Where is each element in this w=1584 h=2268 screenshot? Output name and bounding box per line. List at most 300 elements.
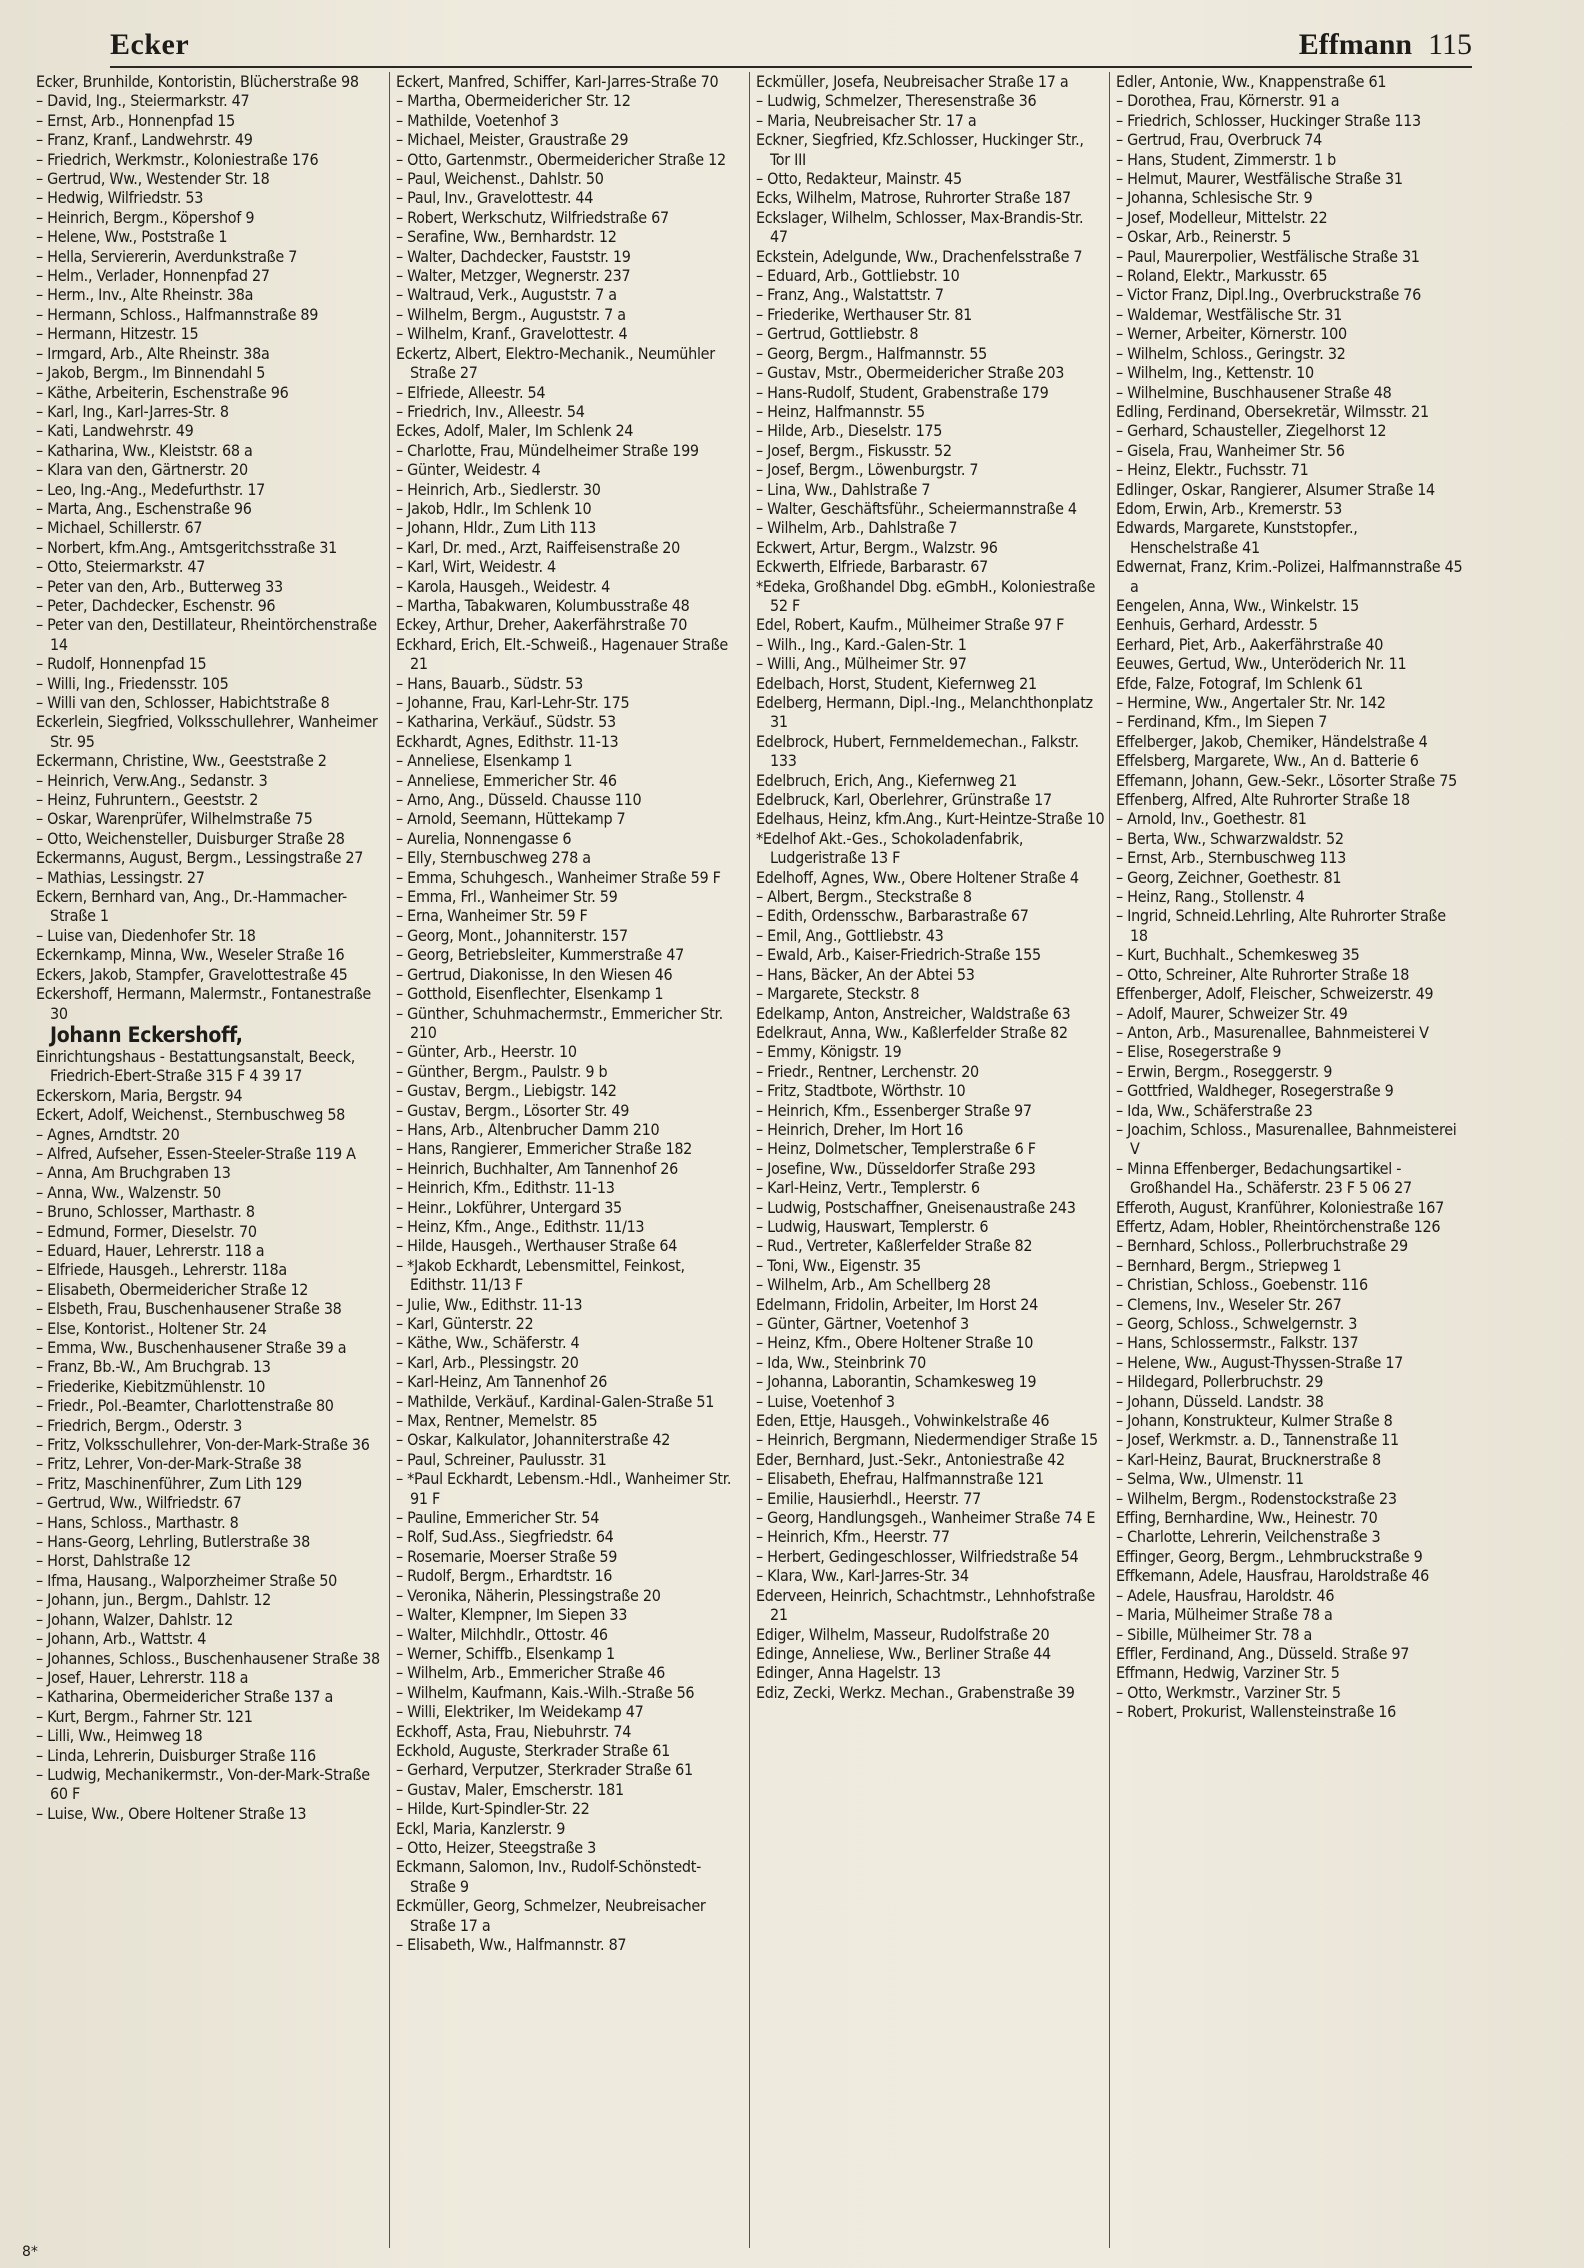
header-right-keyword: Effmann bbox=[1298, 28, 1413, 61]
directory-entry: – Heinz, Rang., Stollenstr. 4 bbox=[1116, 887, 1305, 907]
directory-entry: Edelbruck, Karl, Oberlehrer, Grünstraße 17 bbox=[756, 790, 1052, 810]
directory-entry: – Ida, Ww., Steinbrink 70 bbox=[756, 1352, 927, 1372]
directory-entry: – Johanna, Laborantin, Schamkesweg 19 bbox=[756, 1372, 1037, 1392]
directory-entry: – Katharina, Obermeidericher Straße 137 a bbox=[36, 1687, 334, 1707]
directory-entry: – Hans, Rangierer, Emmericher Straße 182 bbox=[396, 1139, 693, 1159]
directory-entry: – Fritz, Maschinenführer, Zum Lith 129 bbox=[36, 1473, 302, 1493]
directory-entry: – Günter, Gärtner, Voetenhof 3 bbox=[756, 1314, 969, 1333]
directory-entry: – Peter van den, Destillateur, Rheintörchenstraße 14 bbox=[36, 615, 377, 654]
directory-entry: Eenhuis, Gerhard, Ardesstr. 5 bbox=[1116, 615, 1318, 635]
directory-entry: Eckhoff, Asta, Frau, Niebuhrstr. 74 bbox=[396, 1721, 632, 1741]
directory-entry: – Johann, Hldr., Zum Lith 113 bbox=[396, 518, 596, 538]
directory-entry: Edlinger, Oskar, Rangierer, Alsumer Straße 14 bbox=[1116, 479, 1435, 499]
directory-entry: – Elisabeth, Obermeidericher Straße 12 bbox=[36, 1279, 309, 1299]
directory-entry: – Waldemar, Westfälische Str. 31 bbox=[1116, 304, 1342, 324]
directory-entry: Eden, Ettje, Hausgeh., Vohwinkelstraße 46 bbox=[756, 1411, 1050, 1431]
directory-entry: – Max, Rentner, Memelstr. 85 bbox=[396, 1411, 598, 1431]
directory-entry: – Adolf, Maurer, Schweizer Str. 49 bbox=[1116, 1003, 1348, 1023]
directory-entry: Einrichtungshaus - Bestattungsanstalt, Beeck, Friedrich-Ebert-Straße 315 F 4 39 17 bbox=[36, 1046, 356, 1086]
directory-entry: – Werner, Schiffb., Elsenkamp 1 bbox=[396, 1643, 615, 1663]
directory-entry: – Gertrud, Gottliebstr. 8 bbox=[756, 324, 919, 344]
directory-entry: – Ingrid, Schneid.Lehrling, Alte Ruhrorter Straße 18 bbox=[1116, 906, 1446, 945]
directory-entry: – Jakob, Bergm., Im Binnendahl 5 bbox=[36, 363, 266, 383]
directory-entry: – Anna, Am Bruchgraben 13 bbox=[36, 1163, 231, 1183]
directory-entry: – Heinrich, Dreher, Im Hort 16 bbox=[756, 1119, 964, 1139]
directory-entry: – Heinrich, Bergmann, Niedermendiger Straße 15 bbox=[756, 1430, 1098, 1450]
directory-entry: – Johann, Arb., Wattstr. 4 bbox=[36, 1629, 207, 1649]
directory-column-2 bbox=[390, 72, 750, 2248]
directory-entry: – Ludwig, Postschaffner, Gneisenaustraße 243 bbox=[756, 1197, 1076, 1217]
directory-entry: – Wilhelm, Arb., Am Schellberg 28 bbox=[756, 1275, 991, 1295]
directory-entry: – Gustav, Mstr., Obermeidericher Straße 203 bbox=[756, 363, 1065, 383]
directory-entry: – Victor Franz, Dipl.Ing., Overbruckstraße 76 bbox=[1116, 285, 1422, 305]
directory-entry: – Josef, Hauer, Lehrerstr. 118 a bbox=[36, 1667, 249, 1687]
directory-entry: – Willi van den, Schlosser, Habichtstraße 8 bbox=[36, 693, 330, 712]
directory-entry: – Gerhard, Verputzer, Sterkrader Straße 61 bbox=[396, 1760, 693, 1780]
header-right bbox=[1299, 28, 1472, 62]
directory-entry: – Margarete, Steckstr. 8 bbox=[756, 984, 920, 1004]
directory-entry: – Heinrich, Verw.Ang., Sedanstr. 3 bbox=[36, 770, 268, 790]
directory-entry: – Günther, Schuhmachermstr., Emmericher Str. 210 bbox=[396, 1003, 723, 1042]
directory-entry: – Heinz, Fuhruntern., Geeststr. 2 bbox=[36, 790, 259, 810]
directory-entry: – Gertrud, Frau, Overbruck 74 bbox=[1116, 130, 1323, 150]
directory-entry: Eckert, Adolf, Weichenst., Sternbuschweg 58 bbox=[36, 1105, 346, 1125]
directory-entry: – Fritz, Stadtbote, Wörthstr. 10 bbox=[756, 1081, 966, 1101]
directory-entry: – Emma, Schuhgesch., Wanheimer Straße 59 F bbox=[396, 867, 721, 887]
directory-entry: – Willi, Ang., Mülheimer Str. 97 bbox=[756, 654, 967, 674]
page-number: 115 bbox=[1428, 28, 1472, 61]
directory-entry: – Herm., Inv., Alte Rheinstr. 38a bbox=[36, 285, 254, 305]
directory-entry: – Johann, Konstrukteur, Kulmer Straße 8 bbox=[1116, 1411, 1393, 1431]
directory-entry: – Hans, Student, Zimmerstr. 1 b bbox=[1116, 149, 1336, 169]
directory-entry: – Katharina, Verkäuf., Südstr. 53 bbox=[396, 712, 616, 732]
directory-entry: – Charlotte, Frau, Mündelheimer Straße 199 bbox=[396, 440, 699, 460]
directory-entry: Edwernat, Franz, Krim.-Polizei, Halfmannstraße 45 a bbox=[1116, 557, 1463, 596]
directory-entry: – Arnold, Seemann, Hüttekamp 7 bbox=[396, 809, 626, 829]
directory-entry: – Georg, Mont., Johanniterstr. 157 bbox=[396, 925, 628, 945]
directory-entry: Eckhardt, Agnes, Edithstr. 11-13 bbox=[396, 731, 619, 751]
directory-entry: – Robert, Werkschutz, Wilfriedstraße 67 bbox=[396, 207, 669, 227]
directory-entry: – Helene, Ww., August-Thyssen-Straße 17 bbox=[1116, 1352, 1404, 1372]
directory-entry: – Luise van, Diedenhofer Str. 18 bbox=[36, 925, 256, 945]
directory-entry: Effelberger, Jakob, Chemiker, Händelstraße 4 bbox=[1116, 731, 1428, 751]
directory-entry: – Alfred, Aufseher, Essen-Steeler-Straße 119 A bbox=[36, 1143, 356, 1163]
directory-entry: – Heinrich, Buchhalter, Am Tannenhof 26 bbox=[396, 1158, 679, 1178]
directory-entry: – Hermann, Schloss., Halfmannstraße 89 bbox=[36, 304, 319, 324]
directory-entry: – Gertrud, Diakonisse, In den Wiesen 46 bbox=[396, 964, 673, 984]
directory-entry: – Wilhelm, Ing., Kettenstr. 10 bbox=[1116, 363, 1314, 383]
directory-entry: – Jakob, Hdlr., Im Schlenk 10 bbox=[396, 498, 592, 518]
directory-entry: – Emma, Ww., Buschenhausener Straße 39 a bbox=[36, 1338, 347, 1357]
directory-entry: – Michael, Meister, Graustraße 29 bbox=[396, 130, 629, 150]
directory-entry: – Elly, Sternbuschweg 278 a bbox=[396, 848, 591, 868]
directory-entry: – Irmgard, Arb., Alte Rheinstr. 38a bbox=[36, 343, 270, 363]
directory-entry: – Joachim, Schloss., Masurenallee, Bahnmeisterei V bbox=[1116, 1119, 1457, 1159]
directory-entry: – Bernhard, Schloss., Pollerbruchstraße 29 bbox=[1116, 1236, 1408, 1256]
directory-entry: – Ludwig, Hauswart, Templerstr. 6 bbox=[756, 1216, 989, 1236]
directory-entry: – Josef, Bergm., Fiskusstr. 52 bbox=[756, 440, 952, 460]
directory-columns bbox=[30, 72, 1472, 2248]
directory-entry: – Wilhelm, Arb., Dahlstraße 7 bbox=[756, 518, 958, 538]
directory-entry: – Martha, Tabakwaren, Kolumbusstraße 48 bbox=[396, 595, 690, 615]
directory-entry: – Anna, Ww., Walzenstr. 50 bbox=[36, 1182, 221, 1202]
directory-entry: – Dorothea, Frau, Körnerstr. 91 a bbox=[1116, 91, 1340, 111]
directory-entry: – Lilli, Ww., Heimweg 18 bbox=[36, 1726, 203, 1746]
directory-entry: – Eduard, Arb., Gottliebstr. 10 bbox=[756, 266, 960, 286]
directory-entry: – Otto, Gartenmstr., Obermeidericher Straße 12 bbox=[396, 149, 726, 169]
directory-entry: – Christian, Schloss., Goebenstr. 116 bbox=[1116, 1275, 1368, 1295]
directory-entry: – Georg, Schloss., Schwelgernstr. 3 bbox=[1116, 1314, 1358, 1333]
directory-entry: – Minna Effenberger, Bedachungsartikel - Großhandel Ha., Schäferstr. 23 F 5 06 27 bbox=[1116, 1158, 1412, 1198]
directory-entry: Eckerlein, Siegfried, Volksschullehrer, Wanheimer Str. 95 bbox=[36, 712, 378, 751]
directory-entry: Eckert, Manfred, Schiffer, Karl-Jarres-Straße 70 bbox=[396, 72, 719, 91]
directory-entry: Eckner, Siegfried, Kfz.Schlosser, Huckinger Str., Tor III bbox=[756, 130, 1084, 169]
directory-entry: – Charlotte, Lehrerin, Veilchenstraße 3 bbox=[1116, 1527, 1381, 1547]
directory-entry: – Karl, Dr. med., Arzt, Raiffeisenstraße 20 bbox=[396, 537, 681, 557]
directory-entry: – Hans, Bauarb., Südstr. 53 bbox=[396, 673, 583, 693]
directory-entry: – Friedrich, Werkmstr., Koloniestraße 176 bbox=[36, 149, 319, 169]
directory-entry: – Karl, Günterstr. 22 bbox=[396, 1314, 534, 1333]
directory-entry: – Hans, Schlossermstr., Falkstr. 137 bbox=[1116, 1333, 1359, 1353]
directory-entry: – Otto, Werkmstr., Varziner Str. 5 bbox=[1116, 1682, 1341, 1702]
directory-entry: Edler, Antonie, Ww., Knappenstraße 61 bbox=[1116, 72, 1387, 91]
directory-entry: – *Paul Eckhardt, Lebensm.-Hdl., Wanheimer Str. 91 F bbox=[396, 1469, 732, 1508]
directory-entry: – Karl-Heinz, Vertr., Templerstr. 6 bbox=[756, 1178, 980, 1198]
directory-entry: – Wilhelm, Kranf., Gravelottestr. 4 bbox=[396, 324, 628, 344]
directory-entry: – Heinrich, Kfm., Edithstr. 11-13 bbox=[396, 1178, 615, 1198]
directory-entry: Johann Eckershoff, bbox=[50, 1022, 243, 1047]
directory-entry: Eckslager, Wilhelm, Schlosser, Max-Brandis-Str. 47 bbox=[756, 207, 1084, 247]
directory-entry: – Johannes, Schloss., Buschenhausener Straße 38 bbox=[36, 1648, 380, 1668]
directory-entry: – Rolf, Sud.Ass., Siegfriedstr. 64 bbox=[396, 1527, 614, 1547]
directory-entry: – Georg, Betriebsleiter, Kummerstraße 47 bbox=[396, 945, 684, 965]
directory-entry: – Johanna, Schlesische Str. 9 bbox=[1116, 188, 1313, 208]
directory-entry: – Kurt, Buchhalt., Schemkesweg 35 bbox=[1116, 945, 1360, 965]
directory-column-1 bbox=[30, 72, 390, 2248]
directory-entry: – Otto, Heizer, Steegstraße 3 bbox=[396, 1837, 596, 1857]
directory-entry: – Ferdinand, Kfm., Im Siepen 7 bbox=[1116, 712, 1328, 732]
directory-entry: – Walter, Geschäftsführ., Scheiermannstraße 4 bbox=[756, 498, 1077, 518]
directory-entry: – Gustav, Bergm., Liebigstr. 142 bbox=[396, 1081, 617, 1101]
directory-entry: – Horst, Dahlstraße 12 bbox=[36, 1551, 191, 1571]
directory-entry: Eckwert, Artur, Bergm., Walzstr. 96 bbox=[756, 537, 998, 557]
directory-entry: Efferoth, August, Kranführer, Koloniestraße 167 bbox=[1116, 1197, 1444, 1217]
directory-entry: – Hermine, Ww., Angertaler Str. Nr. 142 bbox=[1116, 693, 1386, 712]
directory-entry: – Paul, Weichenst., Dahlstr. 50 bbox=[396, 169, 604, 189]
directory-entry: – Georg, Zeichner, Goethestr. 81 bbox=[1116, 867, 1342, 887]
directory-entry: – Karl-Heinz, Am Tannenhof 26 bbox=[396, 1372, 608, 1392]
directory-entry: – Heinz, Kfm., Ange., Edithstr. 11/13 bbox=[396, 1216, 645, 1236]
directory-entry: – Günter, Weidestr. 4 bbox=[396, 460, 541, 480]
directory-entry: Ecks, Wilhelm, Matrose, Ruhrorter Straße 187 bbox=[756, 188, 1071, 208]
directory-entry: – Elfriede, Hausgeh., Lehrerstr. 118a bbox=[36, 1260, 287, 1280]
directory-entry: Edelhaus, Heinz, kfm.Ang., Kurt-Heintze-Straße 10 bbox=[756, 809, 1105, 829]
directory-entry: – Eduard, Hauer, Lehrerstr. 118 a bbox=[36, 1240, 265, 1260]
directory-entry: – Rosemarie, Moerser Straße 59 bbox=[396, 1546, 618, 1566]
directory-entry: – Otto, Steiermarkstr. 47 bbox=[36, 557, 206, 577]
directory-entry: Eeuwes, Gertud, Ww., Unteröderich Nr. 11 bbox=[1116, 654, 1407, 674]
directory-entry: Ediz, Zecki, Werkz. Mechan., Grabenstraße 39 bbox=[756, 1682, 1075, 1702]
directory-entry: – Klara, Ww., Karl-Jarres-Str. 34 bbox=[756, 1566, 969, 1586]
directory-entry: – Gustav, Maler, Emscherstr. 181 bbox=[396, 1779, 624, 1799]
directory-entry: – Heinr., Lokführer, Untergard 35 bbox=[396, 1197, 622, 1217]
directory-entry: – Ida, Ww., Schäferstraße 23 bbox=[1116, 1100, 1313, 1120]
directory-entry: – Heinrich, Kfm., Heerstr. 77 bbox=[756, 1527, 950, 1547]
directory-entry: Eckl, Maria, Kanzlerstr. 9 bbox=[396, 1818, 566, 1838]
directory-entry: – Hans, Bäcker, An der Abtei 53 bbox=[756, 964, 975, 984]
directory-entry: – Hans-Georg, Lehrling, Butlerstraße 38 bbox=[36, 1532, 310, 1552]
directory-entry: – Josef, Werkmstr. a. D., Tannenstraße 11 bbox=[1116, 1430, 1399, 1450]
directory-entry: – Hildegard, Pollerbruchstr. 29 bbox=[1116, 1372, 1324, 1392]
directory-entry: – Heinrich, Bergm., Köpershof 9 bbox=[36, 207, 255, 227]
directory-entry: Eerhard, Piet, Arb., Aakerfährstraße 40 bbox=[1116, 634, 1384, 654]
directory-column-4 bbox=[1110, 72, 1470, 2248]
directory-entry: – Veronika, Näherin, Plessingstraße 20 bbox=[396, 1585, 661, 1605]
directory-entry: – Serafine, Ww., Bernhardstr. 12 bbox=[396, 227, 617, 247]
directory-entry: Edling, Ferdinand, Obersekretär, Wilmsstr. 21 bbox=[1116, 401, 1429, 421]
directory-entry: – Günther, Bergm., Paulstr. 9 b bbox=[396, 1061, 608, 1081]
directory-entry: – Mathilde, Voetenhof 3 bbox=[396, 110, 559, 130]
directory-entry: Edelbrock, Hubert, Fernmeldemechan., Falkstr. 133 bbox=[756, 731, 1079, 771]
directory-entry: – Bruno, Schlosser, Marthastr. 8 bbox=[36, 1202, 255, 1222]
directory-entry: – Elfriede, Alleestr. 54 bbox=[396, 382, 546, 402]
page-header bbox=[110, 22, 1472, 68]
directory-entry: Eckers, Jakob, Stampfer, Gravelottestraße 45 bbox=[36, 964, 348, 984]
directory-entry: – Edmund, Former, Dieselstr. 70 bbox=[36, 1221, 257, 1241]
directory-entry: – Gertrud, Ww., Westender Str. 18 bbox=[36, 169, 270, 189]
directory-entry: – Friedr., Pol.-Beamter, Charlottenstraße 80 bbox=[36, 1396, 334, 1416]
directory-entry: – Paul, Inv., Gravelottestr. 44 bbox=[396, 188, 594, 208]
directory-entry: Edinger, Anna Hagelstr. 13 bbox=[756, 1663, 941, 1683]
directory-entry: – Otto, Redakteur, Mainstr. 45 bbox=[756, 169, 962, 189]
directory-entry: Edel, Robert, Kaufm., Mülheimer Straße 97 F bbox=[756, 615, 1065, 635]
directory-entry: – Gerhard, Schausteller, Ziegelhorst 12 bbox=[1116, 421, 1387, 441]
directory-entry: – Gotthold, Eisenflechter, Elsenkamp 1 bbox=[396, 984, 664, 1004]
directory-entry: – Oskar, Arb., Reinerstr. 5 bbox=[1116, 227, 1291, 247]
directory-entry: – Maria, Neubreisacher Str. 17 a bbox=[756, 110, 977, 130]
directory-entry: – Maria, Mülheimer Straße 78 a bbox=[1116, 1605, 1333, 1625]
directory-entry: Edinge, Anneliese, Ww., Berliner Straße 44 bbox=[756, 1643, 1051, 1663]
directory-entry: – Wilhelm, Schloss., Geringstr. 32 bbox=[1116, 343, 1346, 363]
directory-entry: – Friederike, Kiebitzmühlenstr. 10 bbox=[36, 1376, 266, 1396]
directory-entry: – Kurt, Bergm., Fahrner Str. 121 bbox=[36, 1706, 253, 1726]
directory-entry: – Arnold, Inv., Goethestr. 81 bbox=[1116, 809, 1307, 829]
directory-entry: – Wilhelmine, Buschhausener Straße 48 bbox=[1116, 382, 1392, 402]
directory-entry: Edelhoff, Agnes, Ww., Obere Holtener Straße 4 bbox=[756, 867, 1079, 887]
directory-entry: Edelkraut, Anna, Ww., Kaßlerfelder Straße 82 bbox=[756, 1022, 1068, 1042]
directory-entry: – Otto, Weichensteller, Duisburger Straße 28 bbox=[36, 828, 345, 848]
directory-entry: – Ifma, Hausang., Walporzheimer Straße 50 bbox=[36, 1570, 337, 1590]
directory-entry: – Linda, Lehrerin, Duisburger Straße 116 bbox=[36, 1745, 316, 1765]
directory-entry: – Pauline, Emmericher Str. 54 bbox=[396, 1508, 600, 1528]
directory-entry: Effkemann, Adele, Hausfrau, Haroldstraße 46 bbox=[1116, 1566, 1429, 1586]
directory-entry: – Anton, Arb., Masurenallee, Bahnmeisterei V bbox=[1116, 1022, 1429, 1042]
directory-entry: – Georg, Bergm., Halfmannstr. 55 bbox=[756, 343, 987, 363]
directory-entry: – Peter, Dachdecker, Eschenstr. 96 bbox=[36, 595, 276, 615]
directory-entry: Edwards, Margarete, Kunststopfer., Henschelstraße 41 bbox=[1116, 518, 1358, 557]
directory-entry: Ecker, Brunhilde, Kontoristin, Blücherstraße 98 bbox=[36, 72, 359, 91]
directory-entry: – Marta, Ang., Eschenstraße 96 bbox=[36, 498, 252, 518]
directory-entry: Edelmann, Fridolin, Arbeiter, Im Horst 24 bbox=[756, 1294, 1038, 1314]
directory-entry: – Kati, Landwehrstr. 49 bbox=[36, 421, 194, 441]
directory-entry: – Otto, Schreiner, Alte Ruhrorter Straße 18 bbox=[1116, 964, 1410, 984]
directory-entry: – Paul, Schreiner, Paulusstr. 31 bbox=[396, 1449, 607, 1469]
directory-entry: – Friedr., Rentner, Lerchenstr. 20 bbox=[756, 1061, 979, 1081]
directory-entry: – Norbert, kfm.Ang., Amtsgeritchsstraße 31 bbox=[36, 537, 337, 557]
directory-entry: Eengelen, Anna, Ww., Winkelstr. 15 bbox=[1116, 595, 1359, 615]
directory-entry: – Heinz, Elektr., Fuchsstr. 71 bbox=[1116, 460, 1309, 480]
directory-entry: – Heinz, Kfm., Obere Holtener Straße 10 bbox=[756, 1333, 1034, 1353]
directory-entry: – Werner, Arbeiter, Körnerstr. 100 bbox=[1116, 324, 1347, 344]
directory-entry: – Luise, Voetenhof 3 bbox=[756, 1391, 895, 1411]
directory-entry: – Emmy, Königstr. 19 bbox=[756, 1042, 902, 1062]
directory-entry: *Edeka, Großhandel Dbg. eGmbH., Koloniestraße 52 F bbox=[756, 576, 1096, 615]
directory-entry: – David, Ing., Steiermarkstr. 47 bbox=[36, 91, 250, 111]
directory-entry: – Gottfried, Waldheger, Rosegerstraße 9 bbox=[1116, 1081, 1394, 1101]
directory-entry: Efde, Falze, Fotograf, Im Schlenk 61 bbox=[1116, 673, 1363, 693]
directory-entry: Effenberger, Adolf, Fleischer, Schweizerstr. 49 bbox=[1116, 984, 1434, 1004]
directory-entry: – Karl, Wirt, Weidestr. 4 bbox=[396, 557, 556, 577]
directory-entry: – Gustav, Bergm., Lösorter Str. 49 bbox=[396, 1100, 630, 1120]
directory-entry: Eder, Bernhard, Just.-Sekr., Antoniestraße 42 bbox=[756, 1449, 1065, 1469]
directory-entry: – Gertrud, Ww., Wilfriedstr. 67 bbox=[36, 1493, 242, 1513]
directory-entry: – Rudolf, Honnenpfad 15 bbox=[36, 654, 207, 674]
directory-entry: – Aurelia, Nonnengasse 6 bbox=[396, 828, 572, 848]
directory-entry: – Roland, Elektr., Markusstr. 65 bbox=[1116, 266, 1328, 286]
directory-entry: Eckhold, Auguste, Sterkrader Straße 61 bbox=[396, 1740, 670, 1760]
directory-entry: Effmann, Hedwig, Varziner Str. 5 bbox=[1116, 1663, 1340, 1683]
directory-entry: – Wilhelm, Arb., Emmericher Straße 46 bbox=[396, 1663, 665, 1683]
signature-mark: 8* bbox=[22, 2244, 38, 2260]
directory-entry: – Mathilde, Verkäuf., Kardinal-Galen-Straße 51 bbox=[396, 1391, 715, 1411]
directory-entry: Ediger, Wilhelm, Masseur, Rudolfstraße 20 bbox=[756, 1624, 1050, 1644]
directory-entry: – Adele, Hausfrau, Haroldstr. 46 bbox=[1116, 1585, 1335, 1605]
directory-entry: Edelberg, Hermann, Dipl.-Ing., Melanchthonplatz 31 bbox=[756, 693, 1093, 732]
directory-entry: – Käthe, Arbeiterin, Eschenstraße 96 bbox=[36, 382, 289, 402]
directory-entry: – Fritz, Volksschullehrer, Von-der-Mark-Straße 36 bbox=[36, 1435, 370, 1455]
directory-entry: – Rud., Vertreter, Kaßlerfelder Straße 82 bbox=[756, 1236, 1033, 1256]
header-left-keyword: Ecker bbox=[110, 28, 190, 61]
directory-entry: – Clemens, Inv., Weseler Str. 267 bbox=[1116, 1294, 1342, 1314]
directory-entry: – Elisabeth, Ww., Halfmannstr. 87 bbox=[396, 1935, 627, 1954]
directory-entry: – Georg, Handlungsgeh., Wanheimer Straße 74 E bbox=[756, 1508, 1096, 1528]
directory-entry: Effler, Ferdinand, Ang., Düsseld. Straße 97 bbox=[1116, 1643, 1410, 1663]
directory-entry: – Anneliese, Emmericher Str. 46 bbox=[396, 770, 617, 790]
directory-entry: – Helene, Ww., Poststraße 1 bbox=[36, 227, 228, 247]
directory-entry: Eckwerth, Elfriede, Barbarastr. 67 bbox=[756, 557, 989, 577]
directory-column-3 bbox=[750, 72, 1110, 2248]
directory-entry: – Karl, Ing., Karl-Jarres-Str. 8 bbox=[36, 401, 229, 421]
directory-entry: Eckern, Bernhard van, Ang., Dr.-Hammacher-Straße 1 bbox=[36, 887, 347, 926]
directory-entry: – Käthe, Ww., Schäferstr. 4 bbox=[396, 1333, 580, 1353]
directory-entry: – Rudolf, Bergm., Erhardtstr. 16 bbox=[396, 1566, 613, 1586]
directory-entry: Eckmüller, Josefa, Neubreisacher Straße 17 a bbox=[756, 72, 1069, 91]
directory-entry: – Ludwig, Schmelzer, Theresenstraße 36 bbox=[756, 91, 1037, 111]
directory-entry: – Arno, Ang., Düsseld. Chausse 110 bbox=[396, 790, 642, 810]
directory-entry: – Edith, Ordensschw., Barbarastraße 67 bbox=[756, 906, 1029, 926]
directory-entry: – Franz, Bb.-W., Am Bruchgrab. 13 bbox=[36, 1357, 271, 1377]
directory-entry: Edelbruch, Erich, Ang., Kiefernweg 21 bbox=[756, 770, 1017, 790]
directory-entry: – Elsbeth, Frau, Buschenhausener Straße 38 bbox=[36, 1299, 342, 1319]
directory-entry: – Johanne, Frau, Karl-Lehr-Str. 175 bbox=[396, 693, 630, 712]
directory-entry: – Heinz, Dolmetscher, Templerstraße 6 F bbox=[756, 1139, 1036, 1159]
directory-entry: – Hella, Serviererin, Averdunkstraße 7 bbox=[36, 246, 298, 266]
directory-entry: *Edelhof Akt.-Ges., Schokoladenfabrik, Ludgeristraße 13 F bbox=[756, 828, 1024, 868]
directory-entry: Effenberg, Alfred, Alte Ruhrorter Straße 18 bbox=[1116, 790, 1410, 810]
directory-entry: Eckmann, Salomon, Inv., Rudolf-Schönstedt-Straße 9 bbox=[396, 1857, 702, 1896]
directory-entry: – Johann, Düsseld. Landstr. 38 bbox=[1116, 1391, 1324, 1411]
directory-entry: – Heinrich, Arb., Siedlerstr. 30 bbox=[396, 479, 601, 499]
directory-entry: – Heinrich, Kfm., Essenberger Straße 97 bbox=[756, 1100, 1032, 1120]
directory-entry: – Johann, jun., Bergm., Dahlstr. 12 bbox=[36, 1590, 271, 1610]
directory-entry: – Gisela, Frau, Wanheimer Str. 56 bbox=[1116, 440, 1345, 460]
directory-entry: Edom, Erwin, Arb., Kremerstr. 53 bbox=[1116, 498, 1342, 518]
directory-entry: – Josef, Bergm., Löwenburgstr. 7 bbox=[756, 460, 979, 480]
directory-entry: – Willi, Ing., Friedensstr. 105 bbox=[36, 673, 229, 693]
directory-entry: Eckey, Arthur, Dreher, Aakerfährstraße 70 bbox=[396, 615, 688, 635]
directory-entry: – Martha, Obermeidericher Str. 12 bbox=[396, 91, 631, 111]
directory-entry: – Wilhelm, Bergm., Auguststr. 7 a bbox=[396, 304, 626, 324]
directory-entry: – Luise, Ww., Obere Holtener Straße 13 bbox=[36, 1803, 307, 1823]
directory-entry: – Günter, Arb., Heerstr. 10 bbox=[396, 1042, 577, 1062]
directory-entry: Eckermanns, August, Bergm., Lessingstraße 27 bbox=[36, 848, 364, 868]
directory-entry: – Walter, Metzger, Wegnerstr. 237 bbox=[396, 266, 631, 286]
directory-entry: – Hilde, Kurt-Spindler-Str. 22 bbox=[396, 1799, 590, 1819]
directory-entry: – Selma, Ww., Ulmenstr. 11 bbox=[1116, 1469, 1304, 1489]
directory-entry: – Ludwig, Mechanikermstr., Von-der-Mark-Straße 60 F bbox=[36, 1764, 370, 1804]
directory-entry: Eckerskorn, Maria, Bergstr. 94 bbox=[36, 1085, 243, 1105]
directory-entry: – Ernst, Arb., Sternbuschweg 113 bbox=[1116, 848, 1346, 868]
directory-entry: – Friedrich, Inv., Alleestr. 54 bbox=[396, 401, 585, 421]
directory-entry: – Friedrich, Schlosser, Huckinger Straße 113 bbox=[1116, 110, 1421, 130]
directory-entry: – Lina, Ww., Dahlstraße 7 bbox=[756, 479, 931, 499]
directory-entry: – Julie, Ww., Edithstr. 11-13 bbox=[396, 1294, 583, 1314]
directory-entry: Ederveen, Heinrich, Schachtmstr., Lehnhofstraße 21 bbox=[756, 1585, 1095, 1625]
directory-entry: Edelbach, Horst, Student, Kiefernweg 21 bbox=[756, 673, 1037, 693]
directory-entry: – Friedrich, Bergm., Oderstr. 3 bbox=[36, 1415, 242, 1435]
directory-entry: – Walter, Milchhdlr., Ottostr. 46 bbox=[396, 1624, 608, 1644]
directory-entry: – Paul, Maurerpolier, Westfälische Straße 31 bbox=[1116, 246, 1420, 266]
directory-entry: – Wilhelm, Bergm., Rodenstockstraße 23 bbox=[1116, 1488, 1397, 1508]
directory-entry: – Hedwig, Wilfriedstr. 53 bbox=[36, 188, 204, 208]
directory-entry: – Willi, Elektriker, Im Weidekamp 47 bbox=[396, 1702, 644, 1722]
directory-entry: Eckernkamp, Minna, Ww., Weseler Straße 16 bbox=[36, 945, 345, 965]
directory-entry: Eckstein, Adelgunde, Ww., Drachenfelsstraße 7 bbox=[756, 246, 1083, 266]
directory-entry: – Oskar, Warenprüfer, Wilhelmstraße 75 bbox=[36, 809, 313, 829]
directory-entry: – Karl-Heinz, Baurat, Brucknerstraße 8 bbox=[1116, 1449, 1381, 1469]
directory-entry: – Walter, Dachdecker, Fauststr. 19 bbox=[396, 246, 631, 266]
directory-entry: – Josef, Modelleur, Mittelstr. 22 bbox=[1116, 207, 1328, 227]
directory-entry: – Leo, Ing.-Ang., Medefurthstr. 17 bbox=[36, 479, 266, 499]
directory-entry: Eckermann, Christine, Ww., Geeststraße 2 bbox=[36, 751, 327, 771]
directory-entry: – Helmut, Maurer, Westfälische Straße 31 bbox=[1116, 169, 1403, 189]
directory-entry: – Emil, Ang., Gottliebstr. 43 bbox=[756, 925, 944, 945]
directory-entry: – Oskar, Kalkulator, Johanniterstraße 42 bbox=[396, 1430, 671, 1450]
directory-entry: – Ewald, Arb., Kaiser-Friedrich-Straße 155 bbox=[756, 945, 1041, 965]
directory-entry: Eckes, Adolf, Maler, Im Schlenk 24 bbox=[396, 421, 634, 441]
directory-entry: – Klara van den, Gärtnerstr. 20 bbox=[36, 460, 248, 480]
directory-entry: Eckmüller, Georg, Schmelzer, Neubreisacher Straße 17 a bbox=[396, 1896, 706, 1935]
directory-entry: – Heinz, Halfmannstr. 55 bbox=[756, 401, 925, 421]
directory-entry: – Bernhard, Bergm., Striepweg 1 bbox=[1116, 1255, 1342, 1275]
directory-entry: – Franz, Ang., Walstattstr. 7 bbox=[756, 285, 944, 305]
directory-entry: – Anneliese, Elsenkamp 1 bbox=[396, 751, 573, 771]
directory-entry: – Erna, Wanheimer Str. 59 F bbox=[396, 906, 588, 926]
directory-entry: – Hans, Arb., Altenbrucher Damm 210 bbox=[396, 1119, 660, 1139]
directory-entry: – Helm., Verlader, Honnenpfad 27 bbox=[36, 266, 270, 286]
directory-entry: Effing, Bernhardine, Ww., Heinestr. 70 bbox=[1116, 1508, 1378, 1528]
directory-entry: – Hilde, Arb., Dieselstr. 175 bbox=[756, 421, 943, 441]
